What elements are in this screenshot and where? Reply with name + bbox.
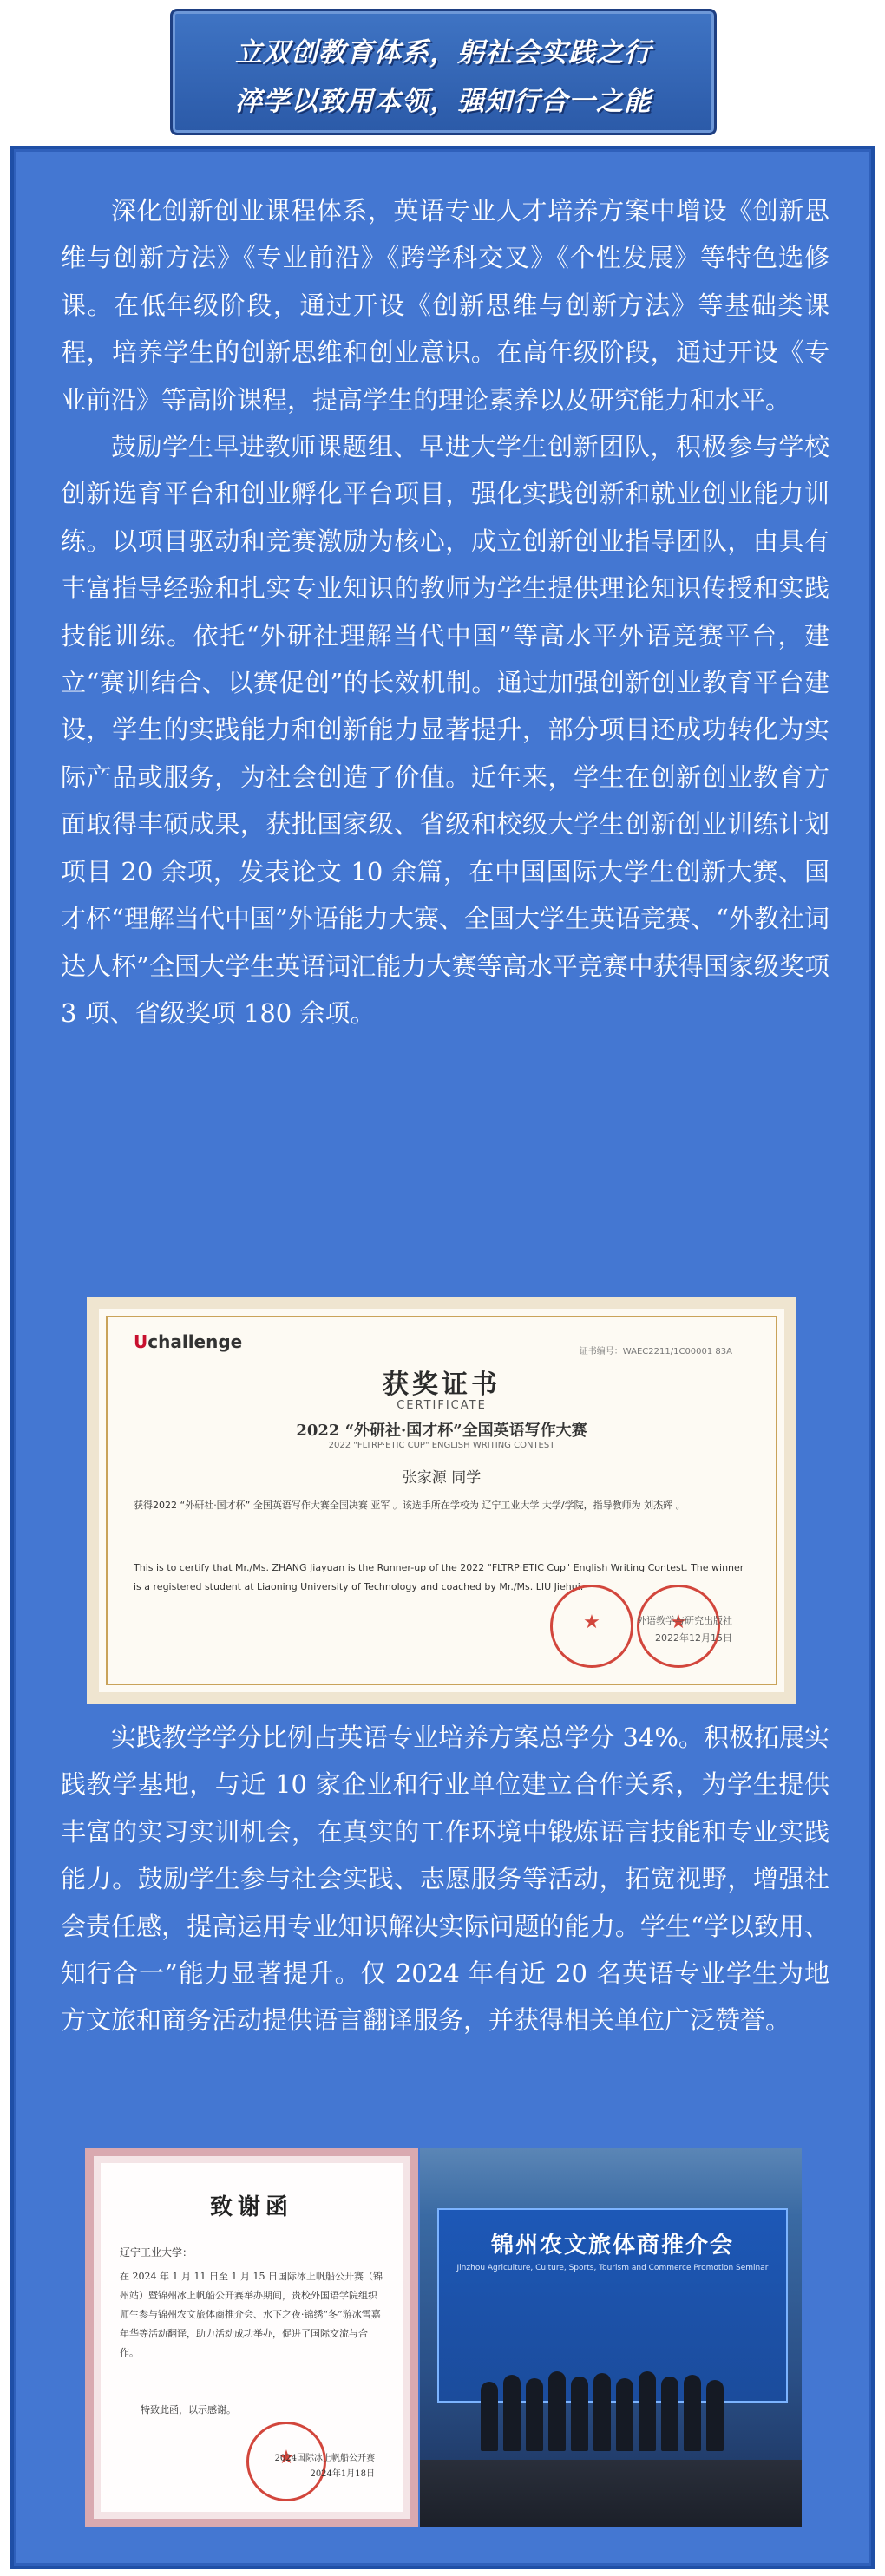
person-silhouette	[706, 2380, 724, 2451]
header-line-1: 立双创教育体系，躬社会实践之行	[235, 37, 652, 69]
person-silhouette	[661, 2377, 678, 2451]
event-floor	[420, 2460, 802, 2527]
letter-signer-date: 2024年1月18日	[310, 2469, 375, 2479]
certificate-winner: 张家源 同学	[402, 1469, 482, 1487]
person-silhouette	[593, 2373, 611, 2451]
event-stage-subtitle: Jinzhou Agriculture, Culture, Sports, Tourism and Commerce Promotion Seminar	[456, 2264, 769, 2272]
logo-u: U	[134, 1331, 148, 1352]
red-seal-icon	[550, 1585, 633, 1668]
person-silhouette	[639, 2371, 656, 2451]
paragraph-practice: 实践教学学分比例占英语专业培养方案总学分 34%。积极拓展实践教学基地，与近 10 家企业和行业单位建立合作关系，为学生提供丰富的实习实训机会，在真实的工作环境中锻炼语言技能和专业实践能力。鼓励学生参与社会实践、志愿服务等活动，拓宽视野，增强社会责任感，提高运用专业知识解决实际问题的能力。学生“学以致用、知行合一”能力显著提升。仅 2024 年有近 20 名英语专业学生为地方文旅和商务活动提供语言翻译服务，并获得相关单位广泛赞誉。	[61, 1723, 829, 2036]
person-silhouette	[548, 2371, 566, 2451]
certificate-body-cn: 获得2022 “外研社·国才杯” 全国英语写作大赛全国决赛 亚军 。该选手所在学校为 辽宁工业大学 大学/学院，指导教师为 刘杰辉 。	[134, 1500, 685, 1511]
event-stage-title: 锦州农文旅体商推介会	[490, 2233, 734, 2259]
person-silhouette	[481, 2382, 498, 2451]
person-silhouette	[571, 2377, 588, 2451]
certificate-issuer: 外语教学与研究出版社	[637, 1615, 732, 1626]
letter-recipient: 辽宁工业大学：	[120, 2246, 193, 2259]
header-line-2: 淬学以致用本领，强知行合一之能	[235, 86, 652, 117]
person-silhouette	[526, 2378, 543, 2451]
promotion-event-photo	[420, 2148, 802, 2527]
logo-text: challenge	[148, 1331, 243, 1352]
header-banner	[170, 9, 717, 135]
person-silhouette	[684, 2375, 701, 2451]
letter-closing: 特致此函，以示感谢。	[141, 2404, 236, 2416]
thank-you-letter-image	[85, 2148, 418, 2527]
certificate-body-en: This is to certify that Mr./Ms. ZHANG Jiayuan is the Runner-up of the 2022 "FLTRP·ETIC Cup" English Writing Contest. The winner is a registered student at Liaoning University of Technology and coached by Mr./Ms. LIU Jiehui.	[134, 1562, 744, 1592]
paragraph-course-system: 深化创新创业课程体系，英语专业人才培养方案中增设《创新思维与创新方法》《专业前沿》《跨学科交叉》《个性发展》等特色选修课。在低年级阶段，通过开设《创新思维与创新方法》等基础类课程，培养学生的创新思维和创业意识。在高年级阶段，通过开设《专业前沿》等高阶课程，提高学生的理论素养以及研究能力和水平。	[61, 196, 829, 415]
certificate-serial: 证书编号：WAEC2211/1C00001 83A	[579, 1347, 732, 1357]
letter-content: 在 2024 年 1 月 11 日至 1 月 15 日国际冰上帆船公开赛（锦州站）暨锦州冰上帆船公开赛举办期间，贵校外国语学院组织师生参与锦州农文旅体商推介会、水下之夜·锦绣“冬”游冰雪嘉年华等活动翻译，助力活动成功举办，促进了国际交流与合作。	[120, 2271, 383, 2358]
paragraph-innovation: 鼓励学生早进教师课题组、早进大学生创新团队，积极参与学校创新选育平台和创业孵化平台项目，强化实践创新和就业创业能力训练。以项目驱动和竞赛激励为核心，成立创新创业指导团队，由具有丰富指导经验和扎实专业知识的教师为学生提供理论知识传授和实践技能训练。依托“外研社理解当代中国”等高水平外语竞赛平台，建立“赛训结合、以赛促创”的长效机制。通过加强创新创业教育平台建设，学生的实践能力和创新能力显著提升，部分项目还成功转化为实际产品或服务，为社会创造了价值。近年来，学生在创新创业教育方面取得丰硕成果，获批国家级、省级和校级大学生创新创业训练计划项目 20 余项，发表论文 10 余篇，在中国国际大学生创新大赛、国才杯“理解当代中国”外语能力大赛、全国大学生英语竞赛、“外教社词达人杯”全国大学生英语词汇能力大赛等高水平竞赛中获得国家级奖项 3 项、省级奖项 180 余项。	[61, 432, 829, 1028]
uchallenge-logo	[134, 1331, 242, 1352]
letter-signer	[275, 2451, 375, 2482]
certificate-title-cn: 获奖证书	[383, 1370, 501, 1400]
award-certificate-image	[87, 1297, 796, 1704]
certificate-signature	[637, 1612, 732, 1647]
letter-signer-org: 2024国际冰上帆船公开赛	[274, 2454, 375, 2463]
person-silhouette	[616, 2378, 633, 2451]
group-of-people	[481, 2364, 741, 2451]
certificate-contest-cn: 2022 “外研社·国才杯”全国英语写作大赛	[296, 1422, 587, 1440]
text-block-1	[61, 187, 829, 1036]
certificate-title-en: CERTIFICATE	[397, 1399, 487, 1412]
letter-title: 致谢函	[209, 2194, 293, 2220]
person-silhouette	[503, 2375, 521, 2451]
certificate-contest-en: 2022 "FLTRP·ETIC CUP" ENGLISH WRITING CONTEST	[328, 1441, 555, 1450]
text-block-2	[61, 1714, 829, 2044]
certificate-date: 2022年12月15日	[655, 1632, 732, 1644]
